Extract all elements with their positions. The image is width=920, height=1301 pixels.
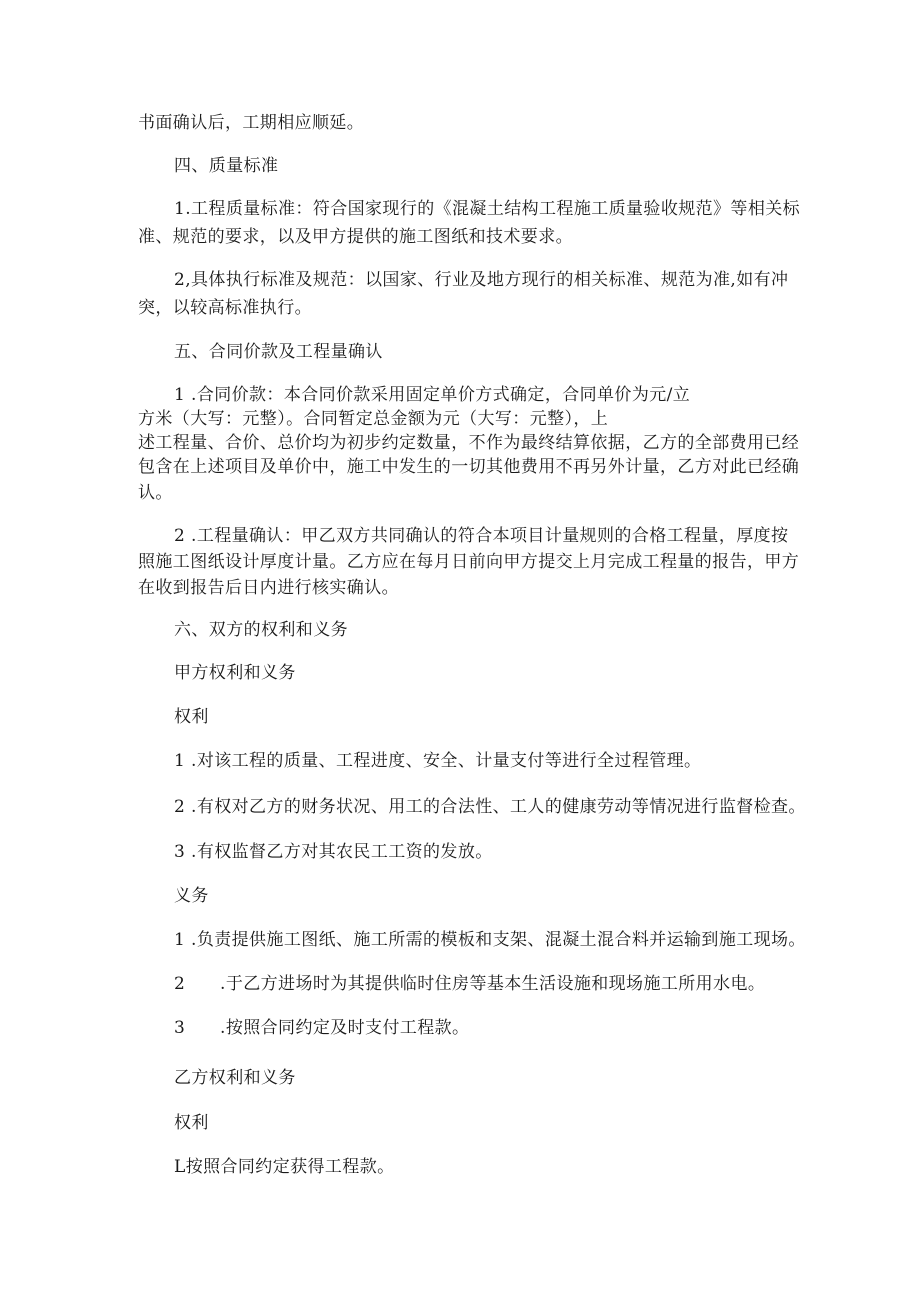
list-item: 3 .按照合同约定及时支付工程款。 bbox=[174, 1018, 470, 1038]
list-item: L按照合同约定获得工程款。 bbox=[174, 1157, 395, 1177]
subheading-party-a: 甲方权利和义务 bbox=[174, 663, 296, 683]
paragraph-line: 2,具体执行标准及规范：以国家、行业及地方现行的相关标准、规范为准,如有冲 bbox=[174, 270, 789, 290]
list-item: 2 .于乙方进场时为其提供临时住房等基本生活设施和现场施工所用水电。 bbox=[174, 974, 766, 994]
list-item: 1 .负责提供施工图纸、施工所需的模板和支架、混凝土混合料并运输到施工现场。 bbox=[174, 930, 806, 950]
list-item: 2 .有权对乙方的财务状况、用工的合法性、工人的健康劳动等情况进行监督检查。 bbox=[174, 797, 806, 817]
section-heading-rights: 六、双方的权利和义务 bbox=[174, 620, 348, 640]
list-item: 3 .有权监督乙方对其农民工工资的发放。 bbox=[174, 842, 493, 862]
paragraph-line: 书面确认后，工期相应顺延。 bbox=[138, 113, 365, 133]
paragraph-line: 包含在上述项目及单价中，施工中发生的一切其他费用不再另外计量，乙方对此已经确 bbox=[138, 457, 800, 477]
subheading-party-b: 乙方权利和义务 bbox=[174, 1068, 296, 1088]
paragraph-line: 1.工程质量标准：符合国家现行的《混凝土结构工程施工质量验收规范》等相关标 bbox=[174, 199, 801, 219]
subheading-rights: 权利 bbox=[174, 1113, 209, 1133]
section-heading-quality: 四、质量标准 bbox=[174, 156, 279, 176]
section-heading-price: 五、合同价款及工程量确认 bbox=[174, 342, 383, 362]
paragraph-line: 照施工图纸设计厚度计量。乙方应在每月日前向甲方提交上月完成工程量的报告，甲方 bbox=[138, 552, 800, 572]
list-item: 1 .对该工程的质量、工程进度、安全、计量支付等进行全过程管理。 bbox=[174, 751, 702, 771]
paragraph-line: 认。 bbox=[138, 483, 173, 503]
paragraph-line: 2 .工程量确认：甲乙双方共同确认的符合本项目计量规则的合格工程量，厚度按 bbox=[174, 526, 789, 546]
subheading-obligations: 义务 bbox=[174, 886, 209, 906]
paragraph-line: 1 .合同价款：本合同价款采用固定单价方式确定，合同单价为元/立 bbox=[174, 385, 691, 405]
paragraph-line: 方米（大写：元整）。合同暂定总金额为元（大写：元整），上 bbox=[138, 409, 609, 429]
paragraph-line: 在收到报告后日内进行核实确认。 bbox=[138, 578, 399, 598]
paragraph-line: 准、规范的要求，以及甲方提供的施工图纸和技术要求。 bbox=[138, 227, 573, 247]
paragraph-line: 述工程量、合价、总价均为初步约定数量，不作为最终结算依据，乙方的全部费用已经 bbox=[138, 433, 800, 453]
subheading-rights: 权利 bbox=[174, 707, 209, 727]
paragraph-line: 突，以较高标准执行。 bbox=[138, 298, 312, 318]
